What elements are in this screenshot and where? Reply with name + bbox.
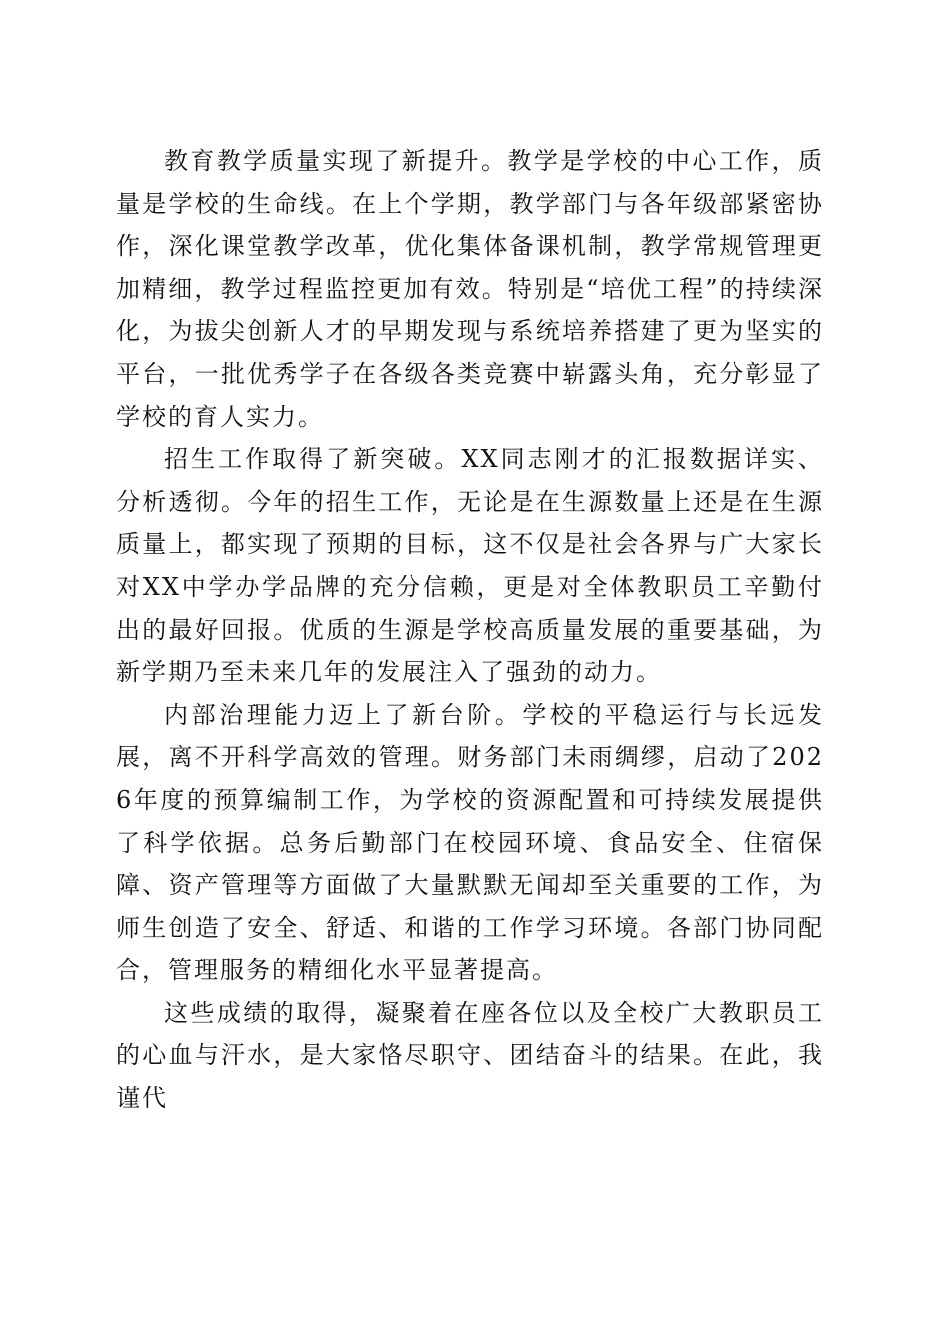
paragraph-teaching-quality: 教育教学质量实现了新提升。教学是学校的中心工作，质量是学校的生命线。在上个学期，教学部门与各年级部紧密协作，深化课堂教学改革，优化集体备课机制，教学常规管理更加精细，教学过程监控更加有效。特别是“培优工程”的持续深化，为拔尖创新人才的早期发现与系统培养搭建了更为坚实的平台，一批优秀学子在各级各类竞赛中崭露头角，充分彰显了学校的育人实力。 (116, 147, 824, 431)
document-body (116, 140, 824, 1120)
paragraph-internal-governance: 内部治理能力迈上了新台阶。学校的平稳运行与长远发展，离不开科学高效的管理。财务部门未雨绸缪，启动了2026年度的预算编制工作，为学校的资源配置和可持续发展提供了科学依据。总务后勤部门在校园环境、食品安全、住宿保障、资产管理等方面做了大量默默无闻却至关重要的工作，为师生创造了安全、舒适、和谐的工作学习环境。各部门协同配合，管理服务的精细化水平显著提高。 (116, 700, 824, 985)
paragraph-enrollment: 招生工作取得了新突破。XX同志刚才的汇报数据详实、分析透彻。今年的招生工作，无论是在生源数量上还是在生源质量上，都实现了预期的目标，这不仅是社会各界与广大家长对XX中学办学品牌的充分信赖，更是对全体教职员工辛勤付出的最好回报。优质的生源是学校高质量发展的重要基础，为新学期乃至未来几年的发展注入了强劲的动力。 (116, 445, 824, 687)
paragraph-achievements: 这些成绩的取得，凝聚着在座各位以及全校广大教职员工的心血与汗水，是大家恪尽职守、团结奋斗的结果。在此，我谨代 (116, 998, 824, 1113)
